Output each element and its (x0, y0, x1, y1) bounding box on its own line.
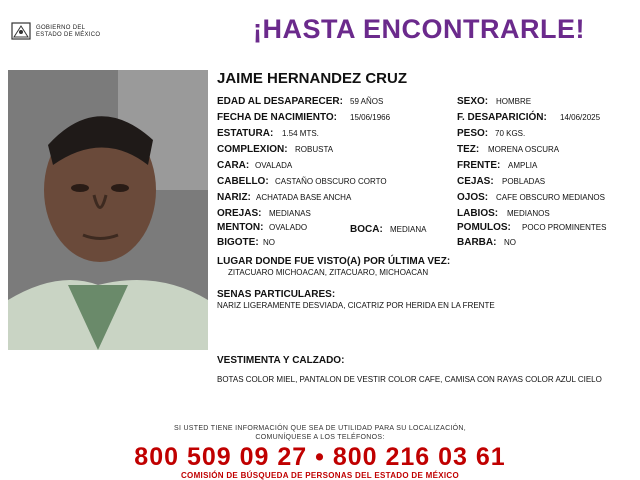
cabello-label: CABELLO: (217, 176, 269, 187)
orejas-value: MEDIANAS (269, 209, 311, 218)
lugar-value: ZITACUARO MICHOACAN, ZITACUARO, MICHOACAN (228, 268, 429, 277)
peso-value: 70 KGS. (495, 129, 526, 138)
senas-value: NARIZ LIGERAMENTE DESVIADA, CICATRIZ POR HERIDA EN LA FRENTE (217, 301, 495, 310)
gov-line-2: ESTADO DE MÉXICO (36, 32, 101, 38)
nariz-label: NARIZ: (217, 192, 251, 203)
vestimenta-value: BOTAS COLOR MIEL, PANTALON DE VESTIR COLOR CAFE, CAMISA CON RAYAS COLOR AZUL CIELO (217, 375, 602, 384)
desaparicion-value: 14/06/2025 (560, 113, 601, 122)
person-name: JAIME HERNANDEZ CRUZ (217, 70, 408, 87)
estatura-value: 1.54 MTS. (282, 129, 319, 138)
person-photo (8, 70, 208, 350)
frente-label: FRENTE: (457, 160, 501, 171)
frente-value: AMPLIA (508, 161, 538, 170)
edad-label: EDAD AL DESAPARECER: (217, 96, 343, 107)
bigote-label: BIGOTE: (217, 237, 259, 248)
labios-value: MEDIANOS (507, 209, 550, 218)
phone-numbers[interactable]: 800 509 09 27 • 800 216 03 61 (134, 443, 506, 471)
government-logo-text (36, 25, 100, 39)
ojos-label: OJOS: (457, 192, 489, 203)
commission-name: COMISIÓN DE BÚSQUEDA DE PERSONAS DEL ESTADO DE MÉXICO (180, 471, 459, 480)
desaparicion-label: F. DESAPARICIÓN: (457, 112, 547, 123)
ojos-value: CAFE OBSCURO MEDIANOS (496, 193, 605, 202)
tez-value: MORENA OSCURA (488, 145, 560, 154)
cejas-label: CEJAS: (457, 176, 494, 187)
nacimiento-label: FECHA DE NACIMIENTO: (217, 112, 337, 123)
sexo-label: SEXO: (457, 96, 489, 107)
tez-label: TEZ: (457, 144, 480, 155)
bigote-value: NO (263, 238, 275, 247)
menton-value: OVALADO (269, 223, 308, 232)
vestimenta-label: VESTIMENTA Y CALZADO: (217, 355, 345, 366)
sexo-value: HOMBRE (496, 97, 532, 106)
lugar-label: LUGAR DONDE FUE VISTO(A) POR ÚLTIMA VEZ: (217, 256, 451, 267)
gov-line-1: GOBIERNO DEL (36, 25, 86, 31)
pomulos-label: POMULOS: (457, 222, 511, 233)
pomulos-value: POCO PROMINENTES (522, 223, 607, 232)
nariz-value: ACHATADA BASE ANCHA (256, 193, 352, 202)
cabello-value: CASTAÑO OBSCURO CORTO (275, 177, 387, 186)
senas-label: SENAS PARTICULARES: (217, 289, 336, 300)
orejas-label: OREJAS: (217, 208, 262, 219)
menton-label: MENTON: (217, 222, 264, 233)
estatura-label: ESTATURA: (217, 128, 274, 139)
headline: ¡HASTA ENCONTRARLE! (253, 14, 585, 44)
contact-note-line-1: SI USTED TIENE INFORMACIÓN QUE SEA DE UTILIDAD PARA SU LOCALIZACIÓN, (173, 425, 467, 432)
boca-label: BOCA: (350, 224, 383, 235)
peso-label: PESO: (457, 128, 489, 139)
nacimiento-value: 15/06/1966 (350, 113, 391, 122)
edad-value: 59 AÑOS (350, 97, 384, 106)
complexion-value: ROBUSTA (295, 145, 334, 154)
labios-label: LABIOS: (457, 208, 499, 219)
barba-value: NO (504, 238, 516, 247)
cejas-value: POBLADAS (502, 177, 546, 186)
state-crest-icon (10, 20, 32, 42)
barba-label: BARBA: (457, 237, 497, 248)
complexion-label: COMPLEXION: (217, 144, 288, 155)
cara-label: CARA: (217, 160, 250, 171)
contact-note-line-2: COMUNÍQUESE A LOS TELÉFONOS: (255, 434, 385, 441)
cara-value: OVALADA (255, 161, 293, 170)
boca-value: MEDIANA (390, 225, 427, 234)
